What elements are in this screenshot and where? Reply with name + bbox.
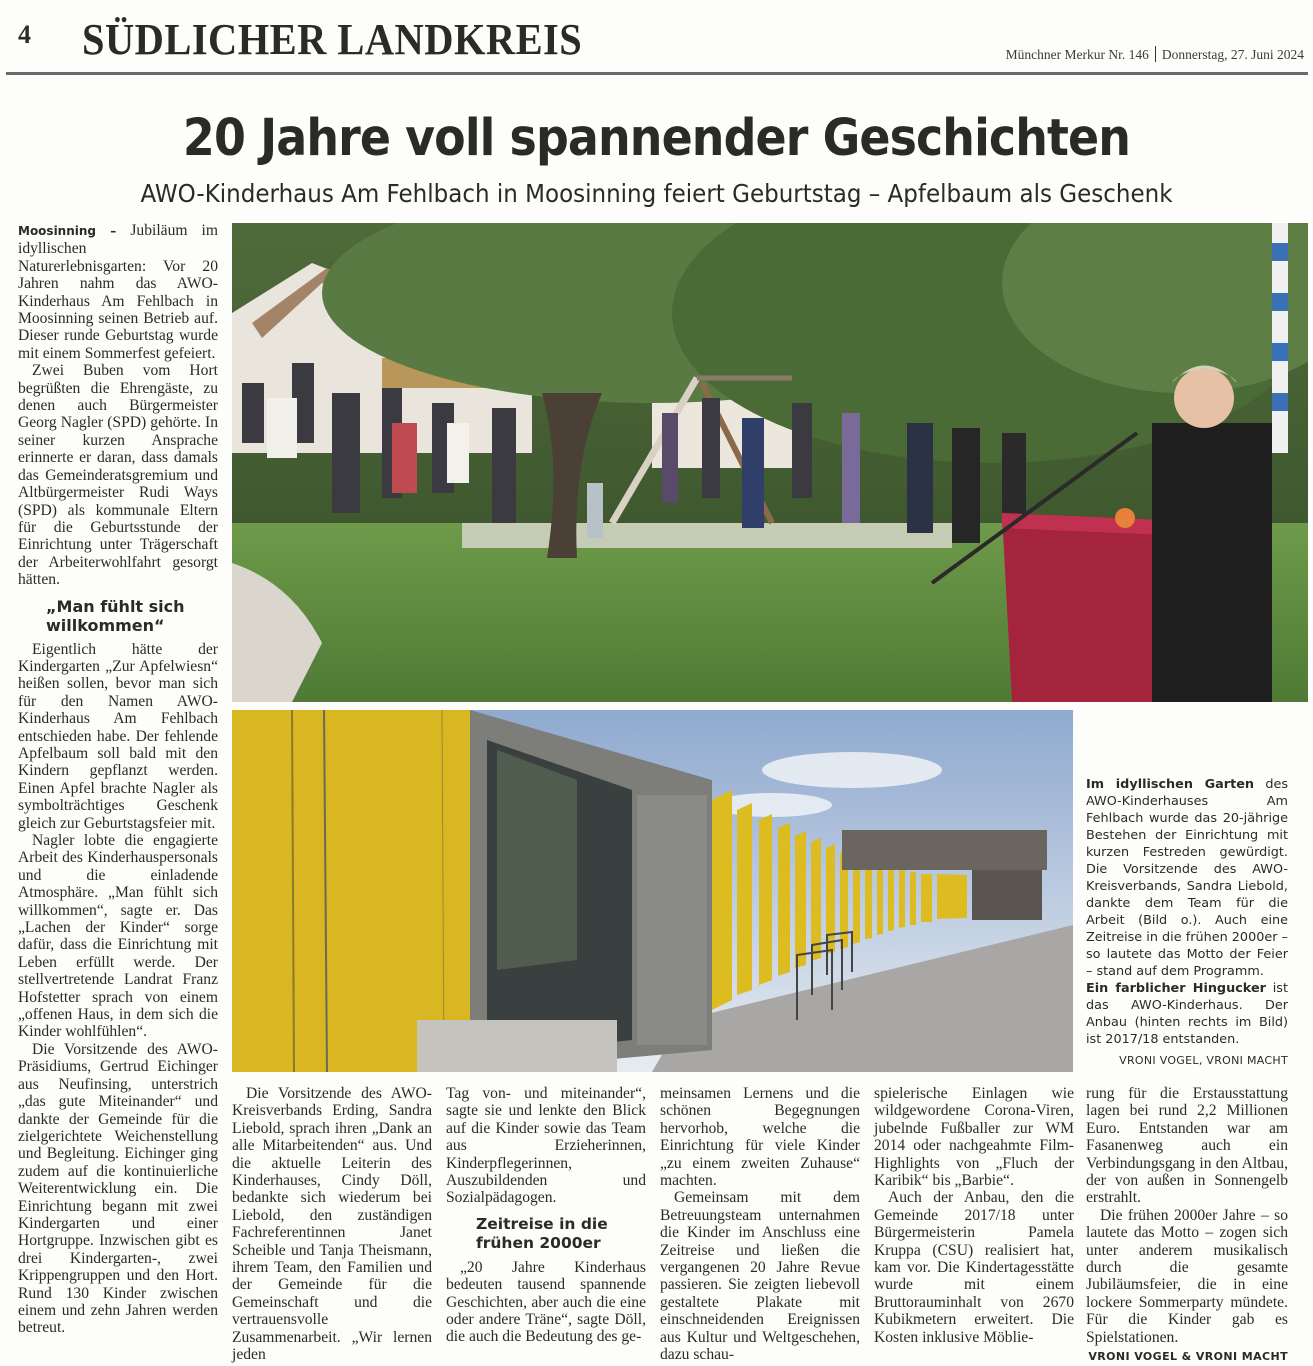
paragraph: Die Vorsitzende des AWO-Kreisverbands Erding, Sandra Liebold, sprach ihren „Dank an alle Mitarbeitenden“ aus. Und die aktuelle Leiterin des Kinderhauses, Cindy Döll, bedankte sich wiederum bei Liebold, den zuständigen Fachreferentinnen Janet Scheible und Tanja Theismann, ihrem Team, den Familien und der Gemeinde für die Gemeinschaft und die vertrauensvolle Zusammenarbeit. „Wir lernen jeden xyxy=(232,1085,432,1364)
article-column-5 xyxy=(874,1085,1074,1346)
article-column-1 xyxy=(18,222,218,1337)
dateline: Moosinning – xyxy=(18,224,117,238)
photo-caption xyxy=(1086,776,1288,1069)
paragraph: Nagler lobte die engagierte Arbeit des Kinderhauspersonals und die einladende Atmosphäre. „Man fühlt sich willkommen“, sagte er. Das „Lachen der Kinder“ sorge dafür, dass die Einrichtung mit Leben erfüllt werde. Der stellvertretende Landrat Franz Hofstetter sprach von einem „offenen Haus, in dem sich die Kinder wohlfühlen“. xyxy=(18,832,218,1041)
paragraph: Eigentlich hätte der Kindergarten „Zur Apfelwiesn“ heißen sollen, bevor man sich für den Namen AWO-Kinderhaus Am Fehlbach entschieden habe. Der fehlende Apfelbaum soll bald mit den Kindern gepflanzt werden. Einen Apfel brachte Nagler als symbolträchtiges Geschenk gleich zur Geburtstagsfeier mit. xyxy=(18,640,218,832)
photo-credit: VRONI VOGEL, VRONI MACHT xyxy=(1119,1054,1288,1067)
paragraph: rung für die Erstausstattung lagen bei rund 2,2 Millionen Euro. Entstanden war am Fasanenweg auch ein Verbindungsgang in den Altbau, der von außen in Sonnengelb erstrahlt. xyxy=(1086,1085,1288,1207)
caption-lead: Ein farblicher Hingucker xyxy=(1086,981,1266,996)
masthead-divider xyxy=(1155,46,1156,62)
paragraph: spielerische Einlagen wie wildgewordene Corona-Viren, jubelnde Fußballer zur WM 2014 oder nachgeahmte Film-Highlights von „Fluch der Karibik“ bis „Barbie“. xyxy=(874,1085,1074,1190)
paragraph: meinsamen Lernens und die schönen Begegnungen hervorhob, welche die Einrichtung für viele Kinder „zu einem zweiten Zuhause“ machten. xyxy=(660,1085,860,1190)
header-rule xyxy=(6,72,1308,75)
paragraph: Zwei Buben vom Hort begrüßten die Ehrengäste, zu denen auch Bürgermeister Georg Nagler (SPD) gehörte. In seiner kurzen Ansprache erinnerte er daran, dass damals das Gemeinderatsgremium und Altbürgermeister Rudi Ways (SPD) als kommunale Eltern für die Geburtsstunde der Einrichtung unter Trägerschaft der Arbeiterwohlfahrt gesorgt hätten. xyxy=(18,362,218,589)
article-column-2 xyxy=(232,1085,432,1364)
paragraph: Auch der Anbau, den die Gemeinde 2017/18 unter Bürgermeisterin Pamela Kruppa (CSU) realisiert hat, kam vor. Die Kindertagesstätte wurde mit einem Bruttorauminhalt von 2670 Kubikmetern erweitert. Die Kosten inklusive Möblie- xyxy=(874,1189,1074,1346)
publication-name: Münchner Merkur Nr. 146 xyxy=(1005,47,1149,62)
garden-photo-illustration xyxy=(232,223,1308,702)
subheadline: AWO-Kinderhaus Am Fehlbach in Moosinning feiert Geburtstag – Apfelbaum als Geschenk xyxy=(140,179,1173,208)
paragraph: „20 Jahre Kinderhaus bedeuten tausend spannende Geschichten, aber auch die eine oder andere Träne“, sagte Döll, die auch die Bedeutung des ge- xyxy=(446,1258,646,1346)
facade-photo-illustration xyxy=(232,710,1073,1072)
subhead-zeitreise: Zeitreise in die frühen 2000er xyxy=(476,1214,608,1252)
author-byline: VRONI VOGEL & VRONI MACHT xyxy=(1088,1350,1288,1364)
article-column-6 xyxy=(1086,1085,1288,1366)
photo-yellow-facade xyxy=(232,710,1073,1072)
subhead-willkommen: „Man fühlt sich willkommen“ xyxy=(46,596,185,635)
paragraph: Die frühen 2000er Jahre – so lautete das Motto – zogen sich unter anderem musikalisch durch die gesamte Jubiläumsfeier, die in eine lockere Sommerparty mündete. Für die Kinder gab es Spielstationen. xyxy=(1086,1206,1288,1346)
caption-top-photo: Im idyllischen Garten des AWO-Kinderhauses Am Fehlbach wurde das 20-jährige Bestehen der Einrichtung mit kurzen Festreden gewürdigt. Die Vorsitzende des AWO-Kreisverbands, Sandra Liebold, dankte dem Team für die Arbeit (Bild o.). Auch eine Zeitreise in die frühen 2000er – so lautete das Motto der Feier – stand auf dem Programm. xyxy=(1086,777,1288,979)
caption-lead: Im idyllischen Garten xyxy=(1086,777,1255,792)
section-title: SÜDLICHER LANDKREIS xyxy=(82,15,583,64)
page-number: 4 xyxy=(18,20,31,49)
article-column-4 xyxy=(660,1085,860,1364)
headline: 20 Jahre voll spannender Geschichten xyxy=(182,109,1131,168)
caption-bottom-photo: Ein farblicher Hingucker ist das AWO-Kinderhaus. Der Anbau (hinten rechts im Bild) ist 2017/18 entstanden. xyxy=(1086,981,1288,1047)
paragraph: Gemeinsam mit dem Betreuungsteam unternahmen die Kinder im Anschluss eine Zeitreise und ließen die vergangenen 20 Jahre Revue passieren. Sie zeigten liebevoll gestaltete Plakate mit einschneidenden Ereignissen aus Kultur und Weltgeschehen, dazu schau- xyxy=(660,1189,860,1364)
issue-date: Donnerstag, 27. Juni 2024 xyxy=(1161,47,1304,62)
photo-garden-celebration xyxy=(232,223,1308,702)
article-column-3 xyxy=(446,1085,646,1346)
paragraph: Die Vorsitzende des AWO-Präsidiums, Gertrud Eichinger aus Neufinsing, unterstrich „das gute Miteinander“ und dankte der Gemeinde für die zielgerichtete Weichenstellung und Begleitung. Eichinger ging zudem auf die kontinuierliche Weiterentwicklung ein. Die Einrichtung begann mit zwei Kindergarten und einer Hortgruppe. Inzwischen gibt es drei Kindergarten-, zwei Krippengruppen und den Hort. Rund 130 Kinder zwischen einem und zehn Jahren werden betreut. xyxy=(18,1040,218,1337)
paragraph: Tag von- und miteinander“, sagte sie und lenkte den Blick auf die Kinder sowie das Team aus Erzieherinnen, Kinderpflegerinnen, Auszubildenden und Sozialpädagogen. xyxy=(446,1085,646,1207)
paragraph: Moosinning – Jubiläum im idyllischen Naturerlebnisgarten: Vor 20 Jahren nahm das AWO-Kinderhaus Am Fehlbach in Moosinning seinen Betrieb auf. Dieser runde Geburtstag wurde mit einem Sommerfest gefeiert. xyxy=(18,222,218,362)
masthead xyxy=(1006,46,1304,63)
